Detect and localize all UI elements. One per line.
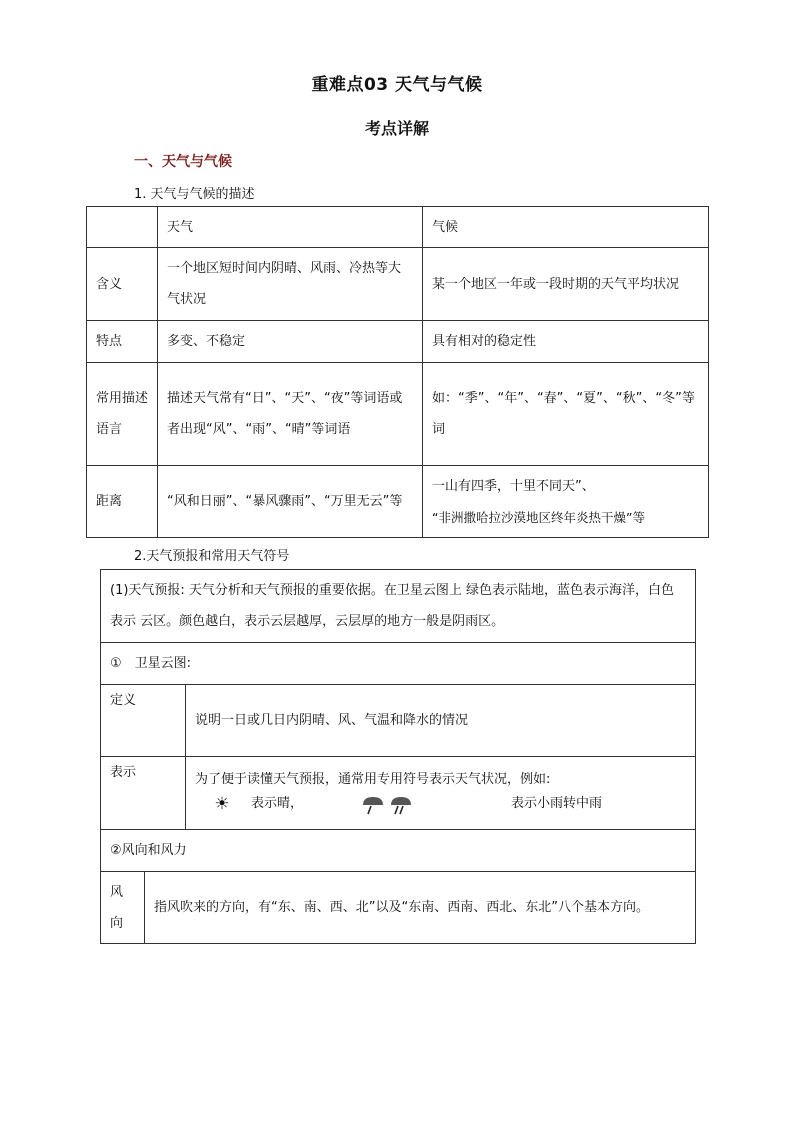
table-row	[101, 757, 696, 830]
definition-text: 说明一日或几日内阴晴、风、气温和降水的情况	[186, 685, 696, 757]
satellite-label: ① 卫星云图:	[101, 643, 696, 685]
weather-cell: “风和日丽”、“暴风骤雨”、“万里无云”等	[158, 466, 423, 538]
table-row	[101, 570, 696, 643]
table-row	[87, 248, 709, 321]
represent-label: 表示	[101, 757, 186, 830]
forecast-table	[100, 569, 696, 944]
wind-direction-char: 风	[110, 884, 124, 900]
weather-cell: 多变、不稳定	[158, 321, 423, 363]
weather-cell: 一个地区短时间内阴晴、风雨、冷热等大气状况	[158, 248, 423, 321]
rain-icons	[359, 793, 415, 815]
sub-heading-1: 1. 天气与气候的描述	[134, 187, 255, 202]
weather-cell: 描述天气常有“日”、“天”、“夜”等词语或者出现“风”、“雨”、“晴”等词语	[158, 363, 423, 466]
sun-caption: 表示晴，	[251, 796, 304, 811]
table-row	[101, 685, 696, 757]
represent-text: 为了便于读懂天气预报，通常用专用符号表示天气状况，例如:	[195, 772, 551, 787]
climate-line: 一山有四季，十里不同天”、	[432, 478, 595, 494]
symbol-example-row	[195, 791, 686, 817]
weather-climate-table	[86, 206, 709, 538]
climate-cell: 具有相对的稳定性	[423, 321, 709, 363]
table-row	[87, 363, 709, 466]
moderate-rain-icon	[387, 793, 415, 815]
climate-cell: 某一个地区一年或一段时期的天气平均状况	[423, 248, 709, 321]
light-rain-icon	[359, 793, 387, 815]
sub-heading-2: 2.天气预报和常用天气符号	[134, 549, 290, 564]
page-subtitle: 考点详解	[364, 119, 429, 138]
climate-line: “非洲撒哈拉沙漠地区终年炎热干燥”等	[432, 509, 645, 525]
sun-icon: ☀	[214, 794, 230, 814]
table-header-cell	[87, 207, 158, 248]
table-header-cell: 气候	[423, 207, 709, 248]
table-header-row	[87, 207, 709, 248]
page-title: 重难点03 天气与气候	[311, 75, 483, 95]
table-row	[87, 321, 709, 363]
represent-cell	[186, 757, 696, 830]
climate-cell: 如：“季”、“年”、“春”、“夏”、“秋”、“冬”等词	[423, 363, 709, 466]
row-label: 含义	[87, 248, 158, 321]
wind-direction-char: 向	[110, 915, 124, 931]
table-row	[101, 872, 696, 944]
table-row	[87, 466, 709, 538]
row-label: 常用描述语言	[87, 363, 158, 466]
row-label: 特点	[87, 321, 158, 363]
climate-cell	[423, 466, 709, 538]
table-row	[101, 830, 696, 872]
row-label: 距离	[87, 466, 158, 538]
table-row	[101, 643, 696, 685]
intro-cell: (1)天气预报: 天气分析和天气预报的重要依据。在卫星云图上 绿色表示陆地，蓝色表示海洋，白色表示 云区。颜色越白，表示云层越厚，云层厚的地方一般是阴雨区。	[101, 570, 696, 643]
wind-direction-text: 指风吹来的方向，有“东、南、西、北”以及“东南、西南、西北、东北”八个基本方向。	[145, 872, 696, 944]
rain-caption: 表示小雨转中雨	[511, 796, 603, 811]
wind-direction-label	[101, 872, 145, 944]
section-heading: 一、天气与气候	[134, 154, 232, 170]
wind-label: ②风向和风力	[101, 830, 696, 872]
definition-label: 定义	[101, 685, 186, 757]
table-header-cell: 天气	[158, 207, 423, 248]
